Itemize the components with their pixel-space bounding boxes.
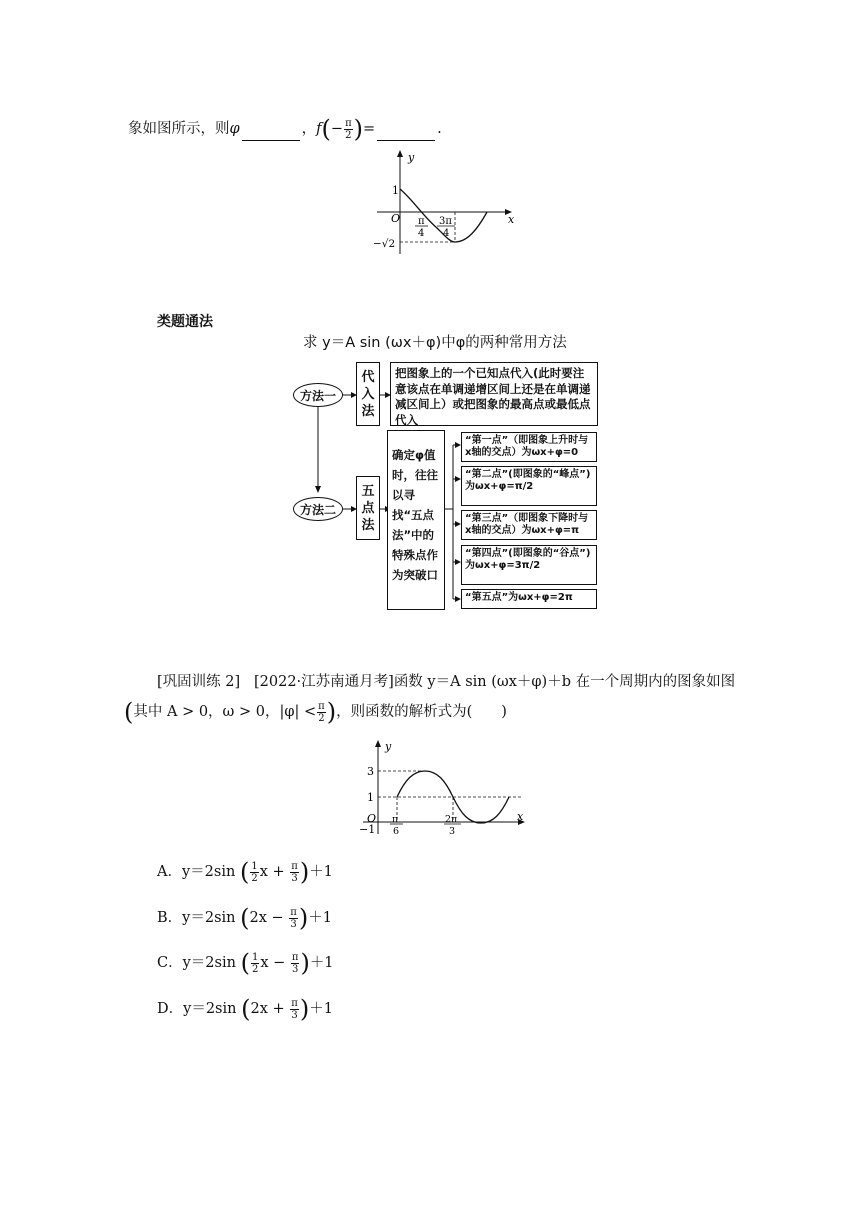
- point-2-box: “第二点”(即图象的“峰点”)为ωx+φ=π/2: [461, 466, 597, 506]
- source-tag: [2022·江苏南通月考]: [253, 674, 394, 690]
- substitution-method-box: 代入法: [356, 362, 380, 426]
- tick-neg-sqrt2: −√2: [373, 238, 396, 250]
- diagram-title: 求 y＝A sin (ωx＋φ)中φ的两种常用方法: [303, 335, 567, 351]
- stem-text: 函数 y＝A sin (ωx＋φ)＋b 在一个周期内的图象如图: [393, 674, 736, 690]
- point-5-box: “第五点”为ωx+φ=2π: [461, 589, 597, 609]
- option-d[interactable]: D．y＝2sin (2x + $\frac{\pi}{3}$ )＋1: [157, 995, 333, 1023]
- y-label: y: [408, 151, 415, 164]
- tick-3pi: 3π: [439, 216, 452, 227]
- y-label: y: [385, 740, 392, 753]
- origin-label: O: [391, 212, 401, 225]
- substitution-desc: 把图象上的一个已知点代入(此时要注意该点在单调递增区间上还是在单调递减区间上）或把图象的最高点或最低点代入: [390, 362, 598, 426]
- option-c[interactable]: C．y＝2sin ( $\frac{1}{2}$ x − $\frac{\pi}{3}$ )＋1: [157, 949, 334, 977]
- equals-sign: =: [363, 121, 376, 137]
- comma: ，: [301, 121, 317, 137]
- tick-3b: 3: [449, 826, 456, 837]
- origin-label: O: [367, 812, 377, 825]
- five-point-desc: 确定φ值时，往往以寻找“五点法”中的特殊点作为突破口: [387, 430, 445, 610]
- tick-pi: π: [392, 814, 399, 825]
- period: .: [437, 121, 442, 137]
- method-2-oval: 方法二: [293, 497, 343, 521]
- tick-1: 1: [367, 791, 374, 804]
- tick-3: 3: [367, 765, 374, 778]
- question-2-condition: [124, 700, 507, 724]
- paren-close: ): [326, 698, 337, 726]
- question-1-text: [128, 117, 442, 141]
- option-a[interactable]: A．y＝2sin ( $\frac{1}{2}$ x + $\frac{\pi}{3}$ )＋1: [157, 858, 333, 886]
- paren-open: (: [124, 698, 134, 726]
- question-2-stem: [157, 670, 735, 691]
- phi-symbol: φ: [229, 121, 240, 137]
- graph-2: [345, 738, 535, 838]
- tick-1: 1: [392, 184, 399, 197]
- tick-pi: π: [418, 216, 425, 227]
- x-label: x: [508, 213, 515, 226]
- paren-close: ): [353, 115, 364, 143]
- tick-2pi: 2π: [445, 814, 458, 825]
- answer-blank-1[interactable]: [242, 126, 300, 141]
- fraction-pi-over-2: $\frac{\pi}{2}$: [318, 700, 325, 724]
- tick-neg1: −1: [359, 823, 376, 836]
- tick-4b: 4: [443, 228, 450, 239]
- graph-1: [355, 148, 525, 258]
- condition-text: 其中 A > 0，ω > 0，|φ| <: [133, 704, 317, 720]
- paren-open: (: [321, 115, 331, 143]
- tick-4: 4: [418, 228, 425, 239]
- tail-text: ，则函数的解析式为( ): [336, 704, 507, 720]
- option-b[interactable]: B．y＝2sin (2x − $\frac{\pi}{3}$ )＋1: [157, 904, 332, 932]
- five-point-method-box: 五点法: [356, 476, 380, 540]
- point-3-box: “第三点”（即图象下降时与x轴的交点）为ωx+φ=π: [461, 510, 597, 540]
- fraction-pi-over-2: $\frac{\pi}{2}$: [345, 117, 352, 141]
- section-title: 类题通法: [157, 314, 213, 330]
- exercise-tag: [巩固训练 2]: [157, 674, 241, 690]
- function-f: f: [316, 121, 322, 137]
- y-axis-arrow: [397, 150, 403, 157]
- q1-text: 象如图所示，则: [128, 121, 230, 137]
- answer-blank-2[interactable]: [377, 126, 435, 141]
- tick-6: 6: [393, 826, 400, 837]
- x-label: x: [517, 810, 524, 823]
- point-4-box: “第四点”(即图象的“谷点”)为ωx+φ=3π/2: [461, 545, 597, 585]
- minus-sign: −: [330, 121, 344, 137]
- y-axis-arrow: [375, 740, 381, 747]
- method-1-oval: 方法一: [293, 383, 343, 407]
- point-1-box: “第一点”（即图象上升时与x轴的交点）为ωx+φ=0: [461, 432, 597, 462]
